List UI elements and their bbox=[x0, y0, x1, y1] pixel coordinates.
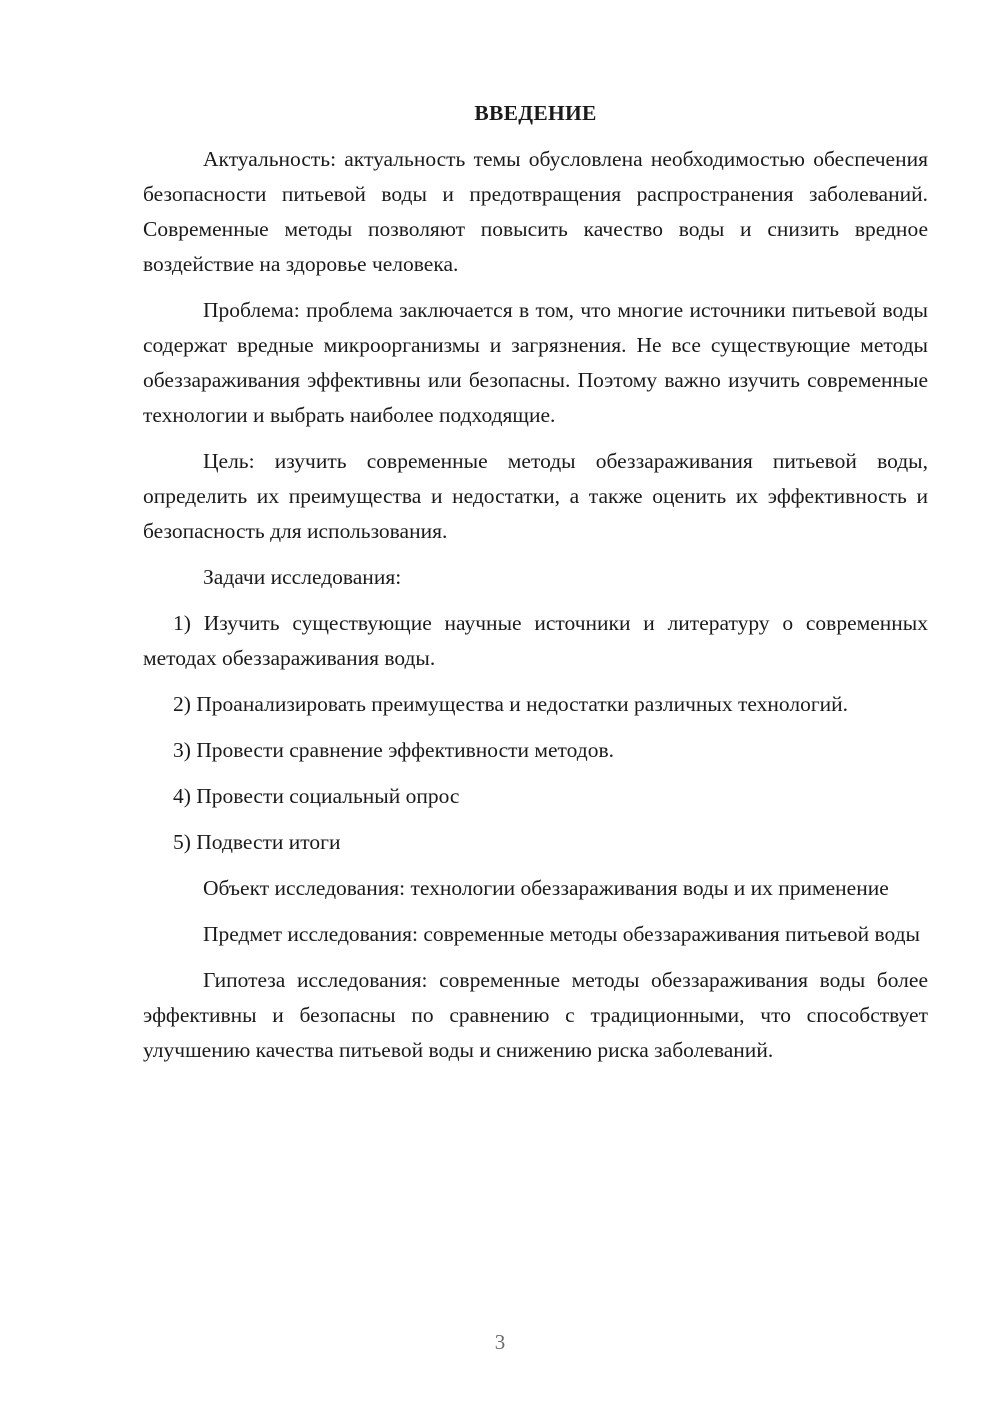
task-item-2: 2) Проанализировать преимущества и недостатки различных технологий. bbox=[173, 692, 849, 716]
paragraph-goal: Цель: изучить современные методы обеззараживания питьевой воды, определить их преимущества и недостатки, а также оценить их эффективность и безопасность для использования. bbox=[143, 449, 928, 543]
task-item-5: 5) Подвести итоги bbox=[173, 830, 341, 854]
task-item-4: 4) Провести социальный опрос bbox=[173, 784, 460, 808]
tasks-heading: Задачи исследования: bbox=[203, 565, 402, 589]
paragraph-subject: Предмет исследования: современные методы обеззараживания питьевой воды bbox=[203, 922, 920, 946]
document-page bbox=[143, 96, 928, 1079]
page-number: 3 bbox=[494, 1330, 506, 1354]
task-item-1: 1) Изучить существующие научные источники и литературу о современных методах обеззараживания воды. bbox=[143, 611, 928, 670]
paragraph-hypothesis: Гипотеза исследования: современные методы обеззараживания воды более эффективны и безопасны по сравнению с традиционными, что способствует улучшению качества питьевой воды и снижению риска заболеваний. bbox=[143, 968, 928, 1062]
section-title: ВВЕДЕНИЕ bbox=[474, 101, 597, 125]
paragraph-relevance: Актуальность: актуальность темы обусловлена необходимостью обеспечения безопасности питьевой воды и предотвращения распространения заболеваний. Современные методы позволяют повысить качество воды и снизить вредное воздействие на здоровье человека. bbox=[143, 147, 928, 276]
paragraph-object: Объект исследования: технологии обеззараживания воды и их применение bbox=[203, 876, 889, 900]
paragraph-problem: Проблема: проблема заключается в том, что многие источники питьевой воды содержат вредные микроорганизмы и загрязнения. Не все существующие методы обеззараживания эффективны или безопасны. Поэтому важно изучить современные технологии и выбрать наиболее подходящие. bbox=[143, 298, 928, 427]
task-item-3: 3) Провести сравнение эффективности методов. bbox=[173, 738, 615, 762]
